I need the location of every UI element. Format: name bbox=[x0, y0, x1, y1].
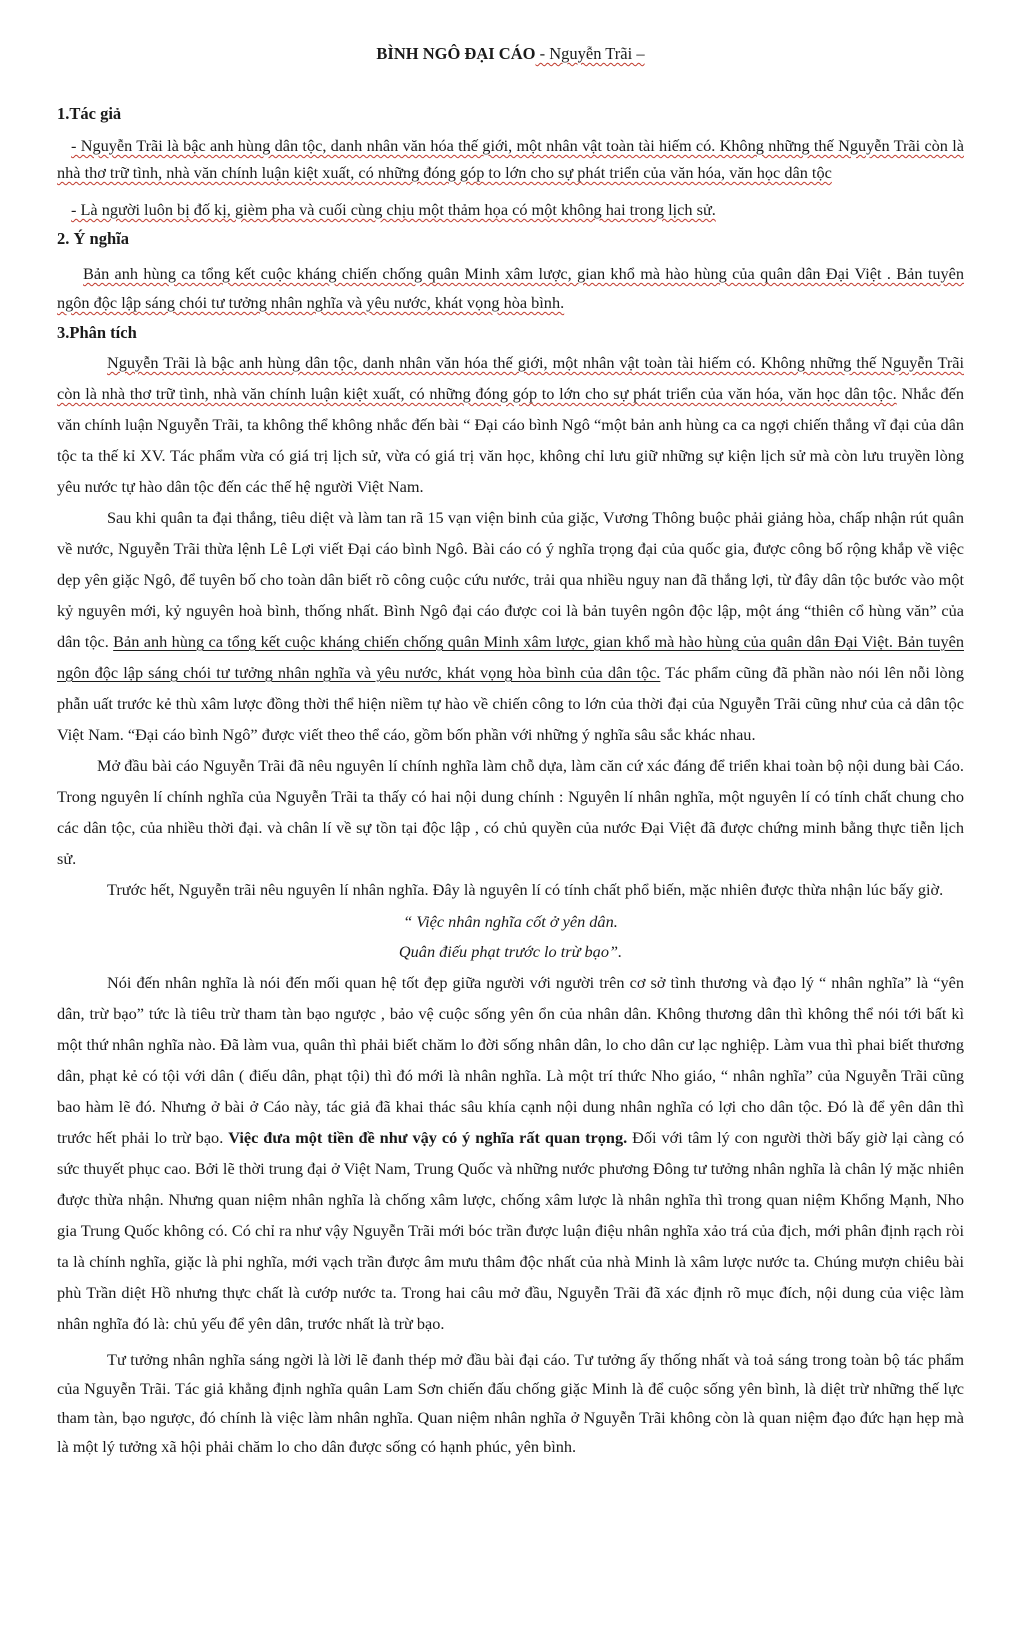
title-author: - Nguyễn Trãi – bbox=[535, 44, 645, 63]
paragraph-phan-tich-5: Nói đến nhân nghĩa là nói đến mối quan hệ tốt đẹp giữa người với người trên cơ sở tình thương và đạo lý “ nhân nghĩa” là “yên dân, trừ bạo” tức là tiêu trừ tham tàn bạo ngược , bảo vệ cuộc sống yên ổn của nhân dân. Không thương dân thì không thể nói tới bất kì một thứ nhân nghĩa nào. Đã làm vua, quân thì phải biết chăm lo đời sống nhân dân, lo cho dân cư lạc nghiệp. Làm vua thì phai biết thương dân, phạt kẻ có tội với dân ( điếu dân, phạt tội) thì đó mới là nhân nghĩa. Là một trí thức Nho giáo, “ nhân nghĩa” của Nguyễn Trãi cũng bao hàm lẽ đó. Nhưng ở bài ở Cáo này, tác giả đã khai thác sâu khía cạnh nội dung nhân nghĩa có lợi cho dân tộc. Đó là để yên dân thì trước hết phải lo trừ bạo. Việc đưa một tiền đề như vậy có ý nghĩa rất quan trọng. Đối với tâm lý con người thời bấy giờ lại càng có sức thuyết phục cao. Bởi lẽ thời trung đại ở Việt Nam, Trung Quốc và những nước phương Đông tư tưởng nhân nghĩa là chân lý mặc nhiên được thừa nhận. Nhưng quan niệm nhân nghĩa là chống xâm lược, chống xâm lược là nhân nghĩa thì trong quan niệm Khổng Mạnh, Nho gia Trung Quốc không có. Có chỉ ra như vậy Nguyễn Trãi mới bóc trần được luận điệu nhân nghĩa xảo trá của địch, mới phân định rạch ròi ta là chính nghĩa, giặc là phi nghĩa, mới vạch trần được âm mưu thâm độc nhất của nhà Minh là xâm lược nước ta. Chúng mượn chiêu bài phù Trần diệt Hồ nhưng thực chất là cướp nước ta. Trong hai câu mở đầu, Nguyễn Trãi đã xác định rõ mục đích, nội dung của việc làm nhân nghĩa đó là: chủ yếu để yên dân, trước nhất là trừ bạo. bbox=[57, 973, 964, 1333]
quote-block bbox=[57, 907, 964, 967]
paragraph-phan-tich-1: Nguyễn Trãi là bậc anh hùng dân tộc, danh nhân văn hóa thế giới, một nhân vật toàn tài hiếm có. Không những thế Nguyễn Trãi còn là nhà thơ trữ tình, nhà văn chính luận kiệt xuất, có những đóng góp to lớn cho sự phát triển của văn hóa, văn học dân tộc. Nhắc đến văn chính luận Nguyễn Trãi, ta không thể không nhắc đến bài “ Đại cáo bình Ngô “một bản anh hùng ca ca ngợi chiến thắng vĩ đại của dân tộc ta thế kỉ XV. Tác phẩm vừa có giá trị lịch sử, vừa có giá trị văn học, không chỉ lưu giữ những sự kiện lịch sử mà còn lưu truyền lòng yêu nước tự hào dân tộc đến các thế hệ người Việt Nam. bbox=[57, 353, 964, 496]
paragraph-y-nghia: Bản anh hùng ca tổng kết cuộc kháng chiến chống quân Minh xâm lược, gian khổ mà hào hùng của quân dân Đại Việt . Bản tuyên ngôn độc lập sáng chói tư tưởng nhân nghĩa và yêu nước, khát vọng hòa bình. bbox=[57, 264, 964, 312]
title-main: BÌNH NGÔ ĐẠI CÁO bbox=[376, 44, 536, 63]
section-heading-y-nghia: 2. Ý nghĩa bbox=[57, 229, 129, 248]
paragraph-phan-tich-4: Trước hết, Nguyễn trãi nêu nguyên lí nhân nghĩa. Đây là nguyên lí có tính chất phổ biến, mặc nhiên được thừa nhận lúc bấy giờ. bbox=[107, 880, 944, 899]
paragraph-tac-gia-2: - Là người luôn bị đố kị, gièm pha và cuối cùng chịu một thảm họa có một không hai trong lịch sử. bbox=[71, 200, 716, 219]
paragraph-phan-tich-6: Tư tưởng nhân nghĩa sáng ngời là lời lẽ đanh thép mở đầu bài đại cáo. Tư tưởng ấy thống nhất và toả sáng trong toàn bộ tác phẩm của Nguyễn Trãi. Tác giả khẳng định nghĩa quân Lam Sơn chiến đấu chống giặc Minh là để cuộc sống yên bình, là diệt trừ những thế lực tham tàn, bạo ngược, đó chính là việc làm nhân nghĩa. Quan niệm nhân nghĩa ở Nguyễn Trãi không còn là quan niệm đạo đức hạn hẹp mà là một lý tưởng xã hội phải chăm lo cho dân được sống có hạnh phúc, yên bình. bbox=[57, 1350, 964, 1456]
paragraph-phan-tich-3: Mở đầu bài cáo Nguyễn Trãi đã nêu nguyên lí chính nghĩa làm chỗ dựa, làm căn cứ xác đáng để triển khai toàn bộ nội dung bài Cáo. Trong nguyên lí chính nghĩa của Nguyễn Trãi ta thấy có hai nội dung chính : Nguyên lí nhân nghĩa, một nguyên lí có tính chất chung cho các dân tộc, của nhiều thời đại. và chân lí về sự tồn tại độc lập , có chủ quyền của nước Đại Việt đã được chứng minh bằng thực tiễn lịch sử. bbox=[57, 756, 964, 868]
paragraph-phan-tich-2: Sau khi quân ta đại thắng, tiêu diệt và làm tan rã 15 vạn viện binh của giặc, Vương Thông buộc phải giảng hòa, chấp nhận rút quân về nước, Nguyễn Trãi thừa lệnh Lê Lợi viết Đại cáo bình Ngô. Bài cáo có ý nghĩa trọng đại của quốc gia, được công bố rộng khắp về việc dẹp yên giặc Ngô, để tuyên bố cho toàn dân biết rõ công cuộc cứu nước, trải qua nhiều nguy nan đã thắng lợi, từ đây dân tộc bước vào một kỷ nguyên mới, kỷ nguyên hoà bình, thống nhất. Bình Ngô đại cáo được coi là bản tuyên ngôn độc lập, một áng “thiên cổ hùng văn” của dân tộc. Bản anh hùng ca tổng kết cuộc kháng chiến chống quân Minh xâm lược, gian khổ mà hào hùng của quân dân Đại Việt. Bản tuyên ngôn độc lập sáng chói tư tưởng nhân nghĩa và yêu nước, khát vọng hòa bình của dân tộc. Tác phẩm cũng đã phần nào nói lên nỗi lòng phẫn uất trước kẻ thù xâm lược đồng thời thể hiện niềm tự hào về chiến công to lớn của thời đại của Nguyễn Trãi cũng như của cả dân tộc Việt Nam. “Đại cáo bình Ngô” được viết theo thể cáo, gồm bốn phần với những ý nghĩa sâu sắc khác nhau. bbox=[57, 508, 964, 744]
quote-line-1: “ Việc nhân nghĩa cốt ở yên dân. bbox=[403, 912, 618, 931]
bold-emphasis: Việc đưa một tiền đề như vậy có ý nghĩa rất quan trọng. bbox=[228, 1128, 628, 1147]
section-heading-phan-tich: 3.Phân tích bbox=[57, 323, 137, 342]
section-heading-tac-gia: 1.Tác giả bbox=[57, 104, 122, 123]
quote-line-2: Quân điếu phạt trước lo trừ bạo”. bbox=[398, 942, 623, 961]
paragraph-tac-gia-1: - Nguyễn Trãi là bậc anh hùng dân tộc, danh nhân văn hóa thế giới, một nhân vật toàn tài hiếm có. Không những thế Nguyễn Trãi còn là nhà thơ trữ tình, nhà văn chính luận kiệt xuất, có những đóng góp to lớn cho sự phát triển của văn hóa, văn học dân tộc bbox=[57, 136, 964, 182]
document-title bbox=[57, 44, 964, 64]
